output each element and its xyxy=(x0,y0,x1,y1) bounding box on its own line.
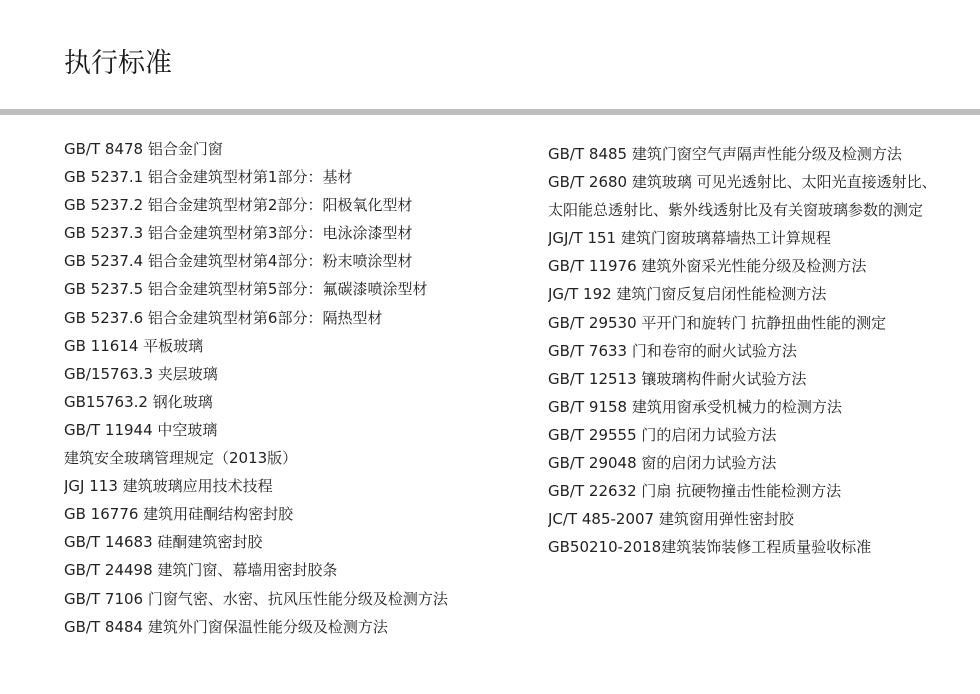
list-item: GB 11614 平板玻璃 xyxy=(64,336,204,355)
page-title: 执行标准 xyxy=(64,48,172,79)
list-item: GB/T 9158 建筑用窗承受机械力的检测方法 xyxy=(548,397,842,416)
list-item: GB 5237.5 铝合金建筑型材第5部分：氟碳漆喷涂型材 xyxy=(64,280,428,299)
list-item: GB/T 29048 窗的启闭力试验方法 xyxy=(548,454,777,473)
header-divider xyxy=(0,109,980,115)
list-item: 太阳能总透射比、紫外线透射比及有关窗玻璃参数的测定 xyxy=(548,201,924,220)
list-item: JGJ/T 151 建筑门窗玻璃幕墙热工计算规程 xyxy=(548,229,831,248)
list-item: GB 5237.6 铝合金建筑型材第6部分：隔热型材 xyxy=(64,308,383,327)
list-item: GB/T 8484 建筑外门窗保温性能分级及检测方法 xyxy=(64,617,388,636)
list-item: GB/T 29530 平开门和旋转门 抗静扭曲性能的测定 xyxy=(548,313,887,332)
list-item: GB/T 7633 门和卷帘的耐火试验方法 xyxy=(548,341,797,360)
list-item: GB/T 12513 镶玻璃构件耐火试验方法 xyxy=(548,369,807,388)
list-item: GB/T 8478 铝合金门窗 xyxy=(64,140,223,158)
list-item: GB 5237.1 铝合金建筑型材第1部分：基材 xyxy=(64,168,353,187)
list-item: GB/15763.3 夹层玻璃 xyxy=(64,364,218,383)
list-item: GB/T 14683 硅酮建筑密封胶 xyxy=(64,533,263,552)
list-item: GB 16776 建筑用硅酮结构密封胶 xyxy=(64,505,294,524)
list-item: GB/T 2680 建筑玻璃 可见光透射比、太阳光直接透射比、 xyxy=(548,173,937,192)
list-item: JGJ 113 建筑玻璃应用技术技程 xyxy=(64,477,273,496)
list-item: GB15763.2 钢化玻璃 xyxy=(64,392,213,411)
list-item: GB/T 22632 门扇 抗硬物撞击性能检测方法 xyxy=(548,482,842,501)
list-item: GB/T 8485 建筑门窗空气声隔声性能分级及检测方法 xyxy=(548,145,902,163)
list-item: JC/T 485-2007 建筑窗用弹性密封胶 xyxy=(548,510,794,529)
list-item: GB/T 7106 门窗气密、水密、抗风压性能分级及检测方法 xyxy=(64,589,448,608)
standards-list-right xyxy=(548,140,980,561)
list-item: GB 5237.4 铝合金建筑型材第4部分：粉末喷涂型材 xyxy=(64,252,413,271)
list-item: GB/T 24498 建筑门窗、幕墙用密封胶条 xyxy=(64,561,338,580)
list-item: JG/T 192 建筑门窗反复启闭性能检测方法 xyxy=(548,285,827,304)
list-item: GB/T 11944 中空玻璃 xyxy=(64,420,218,439)
list-item: GB 5237.2 铝合金建筑型材第2部分：阳极氧化型材 xyxy=(64,196,413,215)
list-item: GB/T 11976 建筑外窗采光性能分级及检测方法 xyxy=(548,257,867,276)
list-item: GB/T 29555 门的启闭力试验方法 xyxy=(548,425,777,444)
standards-list-left xyxy=(64,135,524,641)
list-item: 建筑安全玻璃管理规定（2013版） xyxy=(64,449,298,468)
list-item: GB 5237.3 铝合金建筑型材第3部分：电泳涂漆型材 xyxy=(64,224,413,243)
list-item: GB50210-2018建筑装饰装修工程质量验收标准 xyxy=(548,538,872,557)
